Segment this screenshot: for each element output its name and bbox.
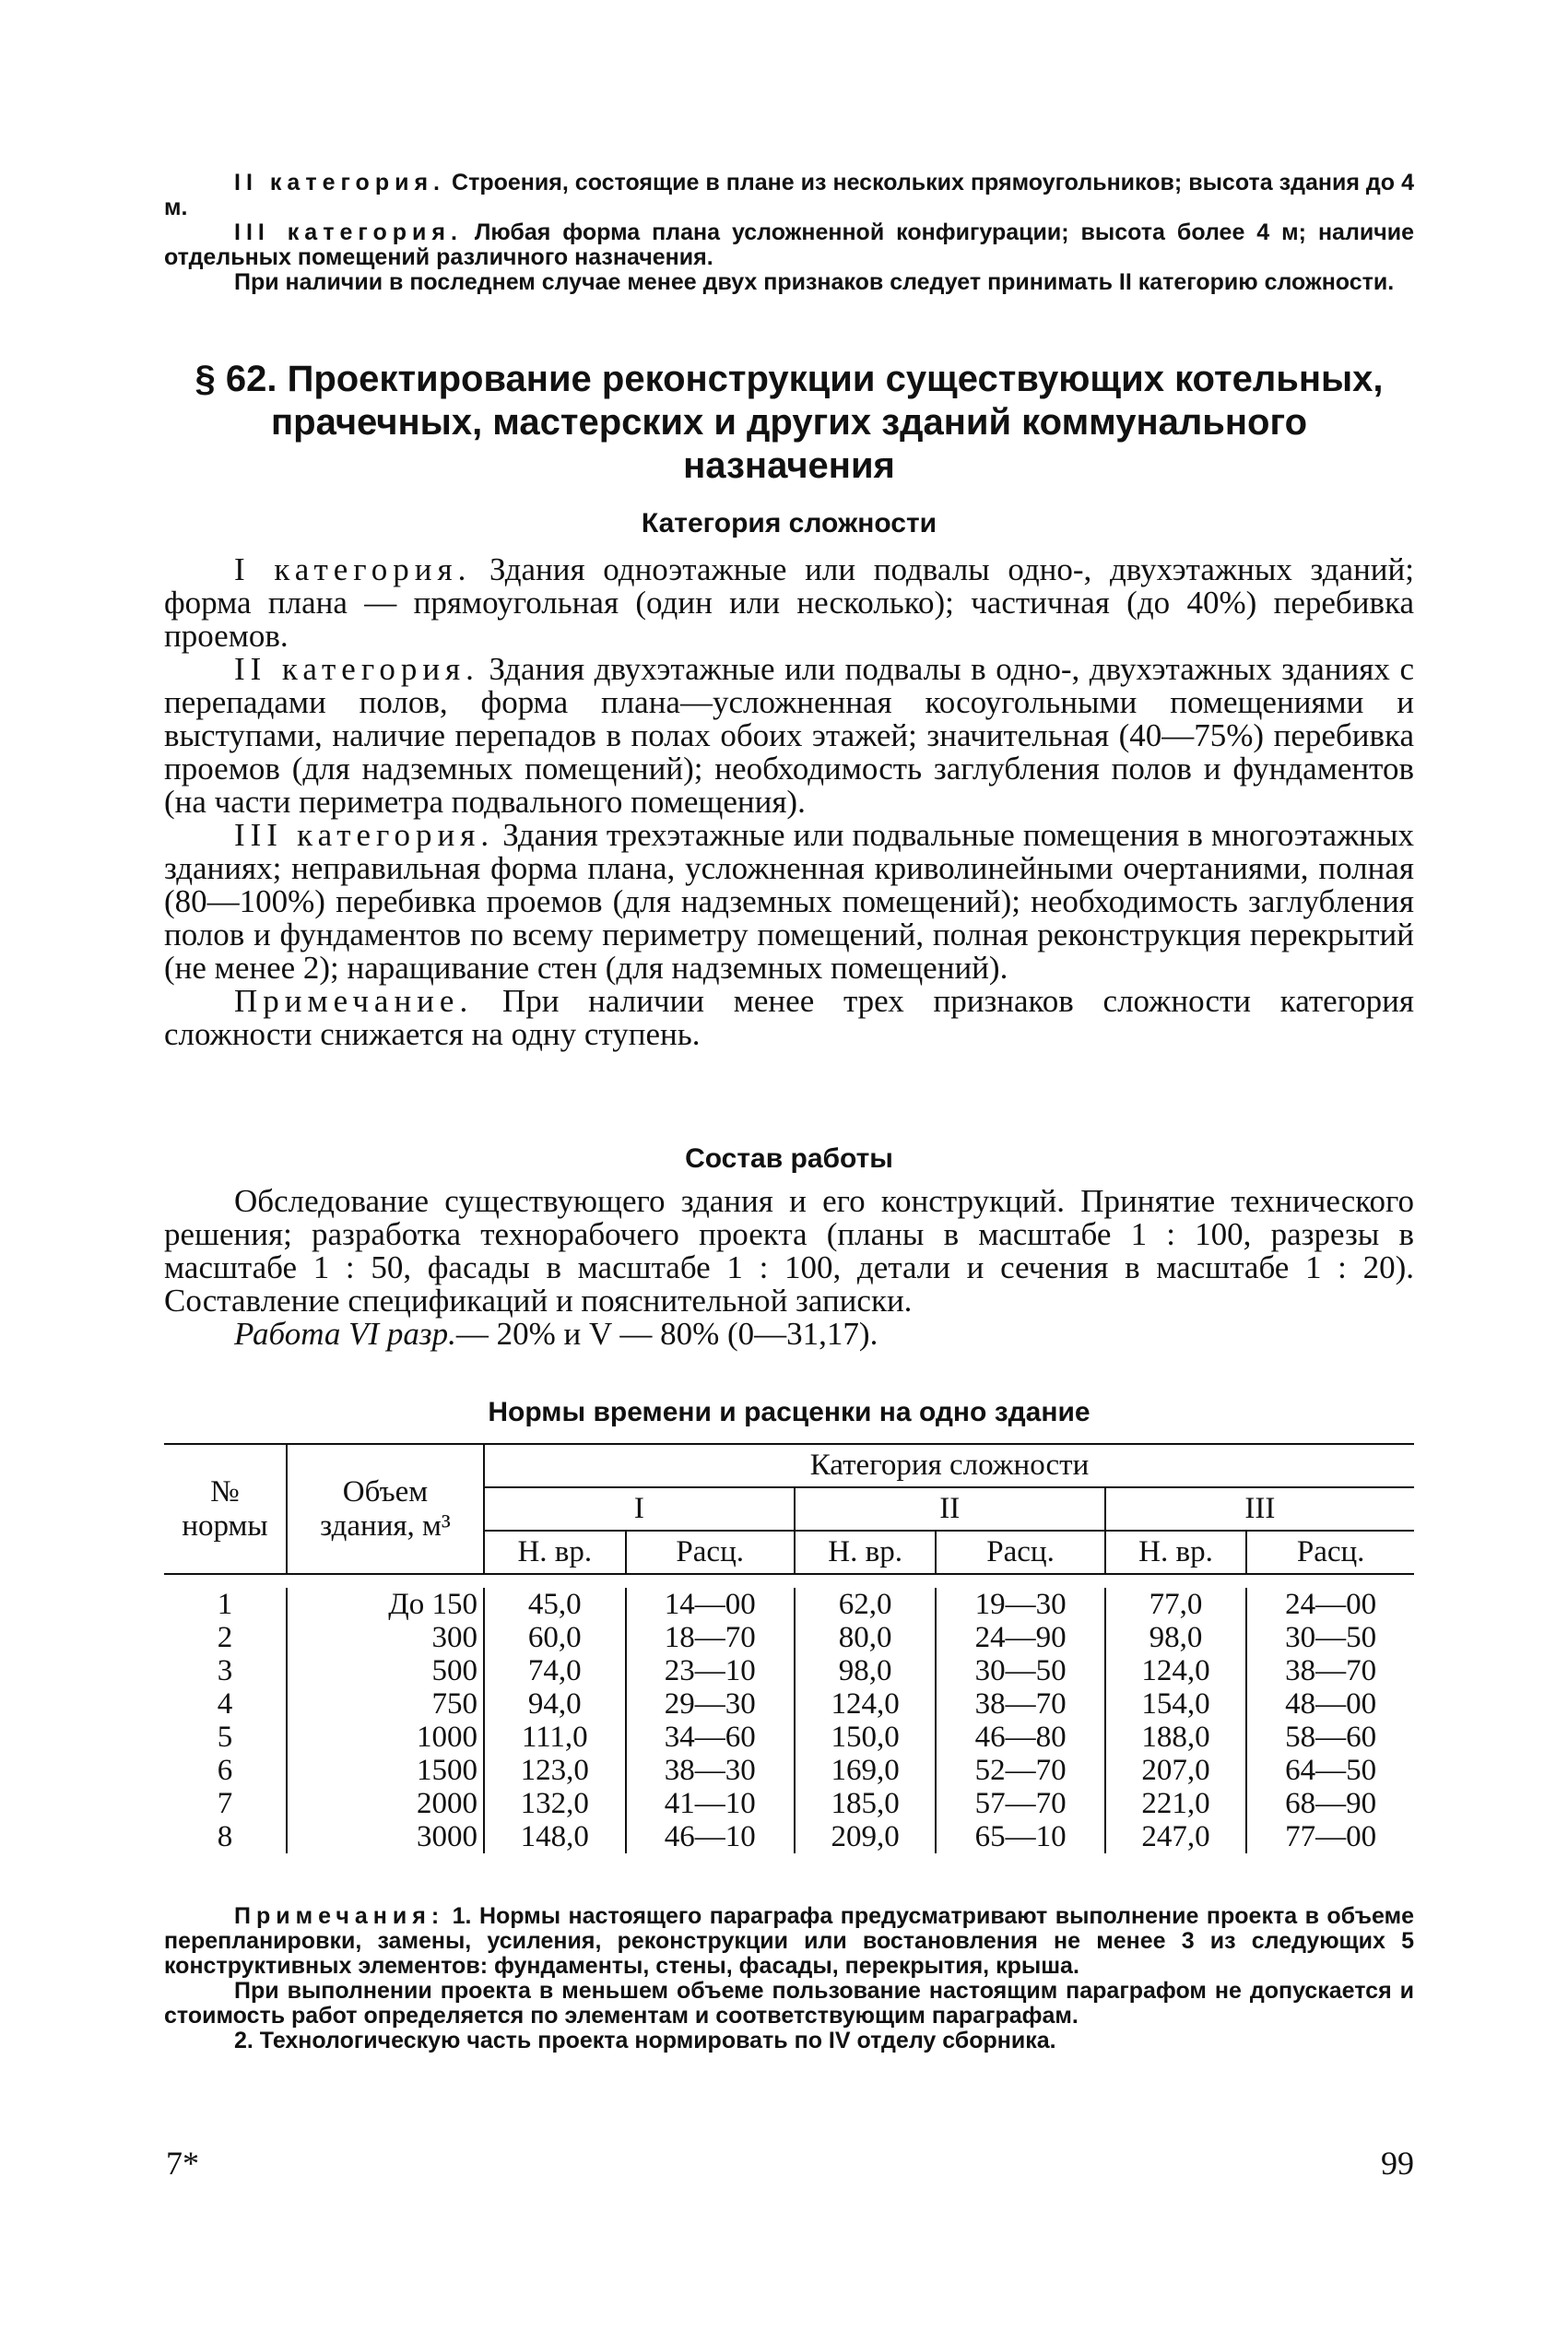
table-row: 4 750 94,0 29—30 124,0 38—70 154,0 48—00 (164, 1687, 1414, 1721)
subheader-rate: Расц. (936, 1531, 1104, 1574)
subheader-rate: Расц. (1246, 1531, 1414, 1574)
header-category: Категория сложности (484, 1444, 1414, 1487)
category-2: II категория. Здания двухэтажные или подвалы в одно-, двухэтажных зданиях с перепадами полов, форма плана—усложненная косоугольными помещениями и выступами, наличие перепадов в полах обоих этажей; значительная (40—75%) перебивка проемов (для надземных помещений); необходимость заглубления полов и фундаментов (на части периметра подвального помещения). (164, 651, 1414, 820)
work-grade: Работа VI разр.— 20% и V — 80% (0—31,17). (234, 1316, 878, 1352)
section-title: § 62. Проектирование реконструкции существующих котельных, прачечных, мастерских и других зданий коммунального назначения (195, 359, 1384, 486)
header-norm-number: № нормы (164, 1444, 287, 1574)
signature-mark: 7* (166, 2145, 199, 2182)
work-heading-block (164, 1143, 1414, 1175)
bottom-note-1: Примечания: 1. Нормы настоящего параграфа предусматривают выполнение проекта в объеме перепланировки, замены, усиления, реконструкции или востановления не менее 3 из следующих 5 конструктивных элементов: фундаменты, стены, фасады, перекрытия, крыша. (164, 1903, 1414, 1979)
table-title: Нормы времени и расценки на одно здание (488, 1397, 1091, 1427)
subheader-time: Н. вр. (484, 1531, 626, 1574)
table-row: 3 500 74,0 23—10 98,0 30—50 124,0 38—70 (164, 1654, 1414, 1687)
header-volume: Объем здания, м³ (287, 1444, 484, 1574)
page-number: 99 (1381, 2145, 1414, 2182)
table-row: 2 300 60,0 18—70 80,0 24—90 98,0 30—50 (164, 1621, 1414, 1654)
section-header (164, 358, 1414, 488)
category-3: III категория. Здания трехэтажные или подвальные помещения в многоэтажных зданиях; неправильная форма плана, усложненная криволинейными очертаниями, полная (80—100%) перебивка проемов (для надземных помещений); необходимость заглубления полов и фундаментов по всему периметру помещений, полная реконструкция перекрытий (не менее 2); наращивание стен (для надземных помещений). (164, 817, 1414, 986)
table-row: 7 2000 132,0 41—10 185,0 57—70 221,0 68—90 (164, 1787, 1414, 1820)
table-row: 6 1500 123,0 38—30 169,0 52—70 207,0 64—50 (164, 1754, 1414, 1787)
work-block (164, 1185, 1414, 1351)
table-title-block (164, 1397, 1414, 1428)
bottom-notes (164, 1904, 1414, 2053)
note-text: При наличии в последнем случае менее двух признаков следует принимать II категорию сложности. (234, 269, 1395, 295)
complexity-heading-block (164, 508, 1414, 539)
table-row: 8 3000 148,0 46—10 209,0 65—10 247,0 77—00 (164, 1820, 1414, 1853)
complexity-heading: Категория сложности (641, 508, 937, 538)
work-heading: Состав работы (685, 1143, 893, 1174)
table-row: 1 До 150 45,0 14—00 62,0 19—30 77,0 24—00 (164, 1588, 1414, 1621)
header-cat-2: II (795, 1487, 1105, 1531)
norms-table (164, 1443, 1414, 1853)
categories (164, 553, 1414, 1051)
subheader-time: Н. вр. (1105, 1531, 1247, 1574)
work-text: Обследование существующего здания и его конструкций. Принятие технического решения; разработка технорабочего проекта (планы в масштабе 1 : 100, разрезы в масштабе 1 : 50, фасады в масштабе 1 : 100, детали и сечения в масштабе 1 : 20). Составление спецификаций и пояснительной записки. (164, 1183, 1414, 1319)
norms-table-wrap (164, 1443, 1414, 1853)
header-cat-1: I (484, 1487, 795, 1531)
table-row: 5 1000 111,0 34—60 150,0 46—80 188,0 58—60 (164, 1721, 1414, 1754)
bottom-note-1b: При выполнении проекта в меньшем объеме пользование настоящим параграфом не допускается и стоимость работ определяется по элементам и соответствующим параграфам. (164, 1978, 1414, 2029)
bottom-note-2: 2. Технологическую часть проекта нормировать по IV отделу сборника. (234, 2028, 1056, 2053)
subheader-rate: Расц. (626, 1531, 795, 1574)
category-1: I категория. Здания одноэтажные или подвалы одно-, двухэтажных зданий; форма плана — прямоугольная (один или несколько); частичная (до 40%) перебивка проемов. (164, 551, 1414, 654)
top-notes (164, 171, 1414, 295)
note-cat2: II категория. Строения, состоящие в плане из нескольких прямоугольников; высота здания до 4 м. (164, 170, 1414, 220)
complexity-note: Примечание. При наличии менее трех признаков сложности категория сложности снижается на одну ступень. (164, 983, 1414, 1052)
subheader-time: Н. вр. (795, 1531, 937, 1574)
header-cat-3: III (1105, 1487, 1414, 1531)
note-cat3: III категория. Любая форма плана усложненной конфигурации; высота более 4 м; наличие отдельных помещений различного назначения. (164, 219, 1414, 270)
